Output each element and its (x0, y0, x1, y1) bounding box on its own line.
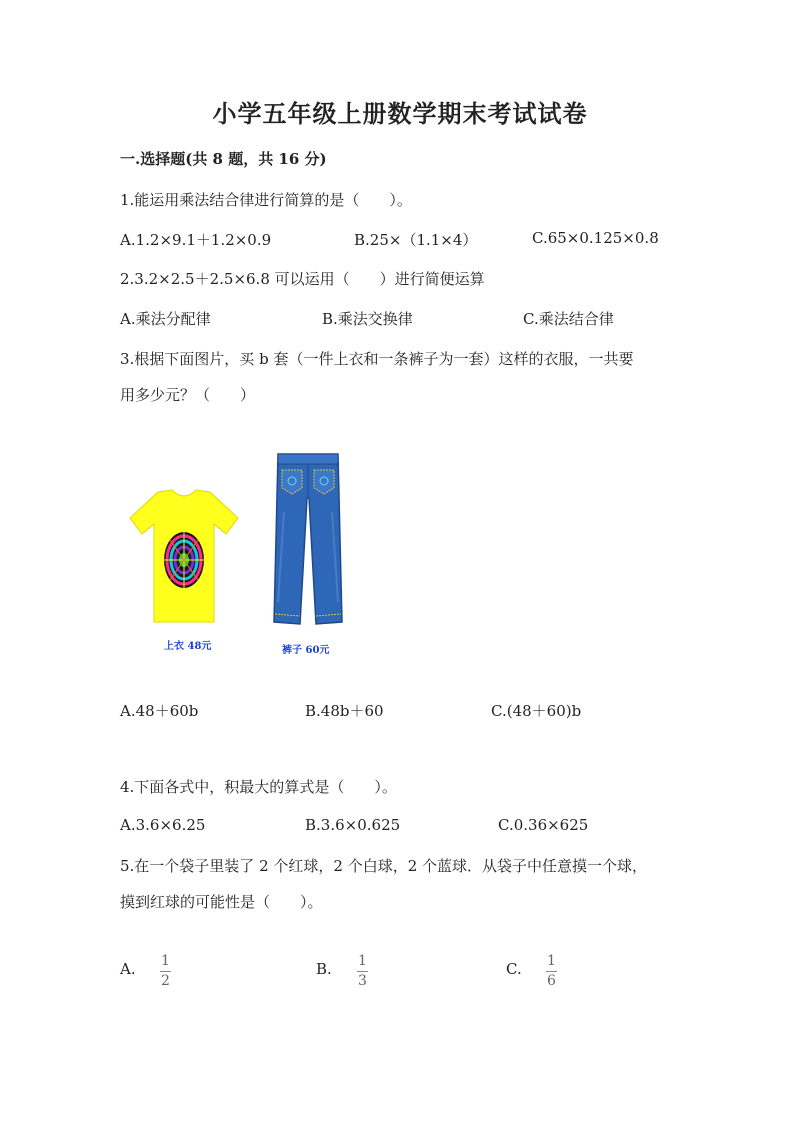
question-1-option-c: C.65×0.125×0.8 (532, 229, 659, 247)
fraction-numerator: 1 (161, 953, 170, 969)
question-3-option-c: C.(48＋60)b (491, 702, 582, 720)
question-5-text-line2: 摸到红球的可能性是（ ）。 (120, 893, 323, 911)
question-1-text: 1.能运用乘法结合律进行简算的是（ ）。 (120, 191, 412, 209)
question-4-option-a: A.3.6×6.25 (120, 816, 206, 834)
question-5-text-line1: 5.在一个袋子里装了 2 个红球，2 个白球，2 个蓝球．从袋子中任意摸一个球， (120, 857, 648, 875)
question-5-option-c-fraction (546, 954, 557, 989)
shirt-price-label: 上衣 48元 (164, 641, 212, 652)
question-2-text: 2.3.2×2.5＋2.5×6.8 可以运用（ ）进行简便运算 (120, 270, 485, 288)
fraction-numerator: 1 (358, 953, 367, 969)
question-2-option-a: A.乘法分配律 (120, 310, 211, 328)
section-heading: 一.选择题(共 8 题，共 16 分) (120, 150, 327, 168)
tshirt-image (128, 488, 240, 624)
question-2-option-c: C.乘法结合律 (523, 310, 614, 328)
question-2-option-b: B.乘法交换律 (322, 310, 413, 328)
fraction-denominator: 3 (358, 973, 367, 989)
fraction-bar (160, 971, 171, 972)
pants-price-label: 裤子 60元 (282, 645, 330, 656)
question-5-option-a-fraction (160, 954, 171, 989)
question-5-option-c-label: C. (506, 960, 522, 978)
page-title: 小学五年级上册数学期末考试试卷 (212, 99, 588, 128)
question-5-option-b-label: B. (316, 960, 332, 978)
fraction-bar (546, 971, 557, 972)
question-3-text-line2: 用多少元？（ ） (120, 386, 256, 404)
question-1-option-b: B.25×（1.1×4） (354, 231, 478, 249)
fraction-numerator: 1 (547, 953, 556, 969)
question-5-option-b-fraction (357, 954, 368, 989)
question-5-option-a-label: A. (120, 960, 136, 978)
fraction-denominator: 6 (547, 973, 556, 989)
question-4-option-b: B.3.6×0.625 (305, 816, 401, 834)
question-3-option-a: A.48＋60b (120, 702, 199, 720)
question-1-option-a: A.1.2×9.1＋1.2×0.9 (120, 231, 272, 249)
question-3-option-b: B.48b＋60 (305, 702, 384, 720)
pants-image (270, 452, 346, 628)
fraction-bar (357, 971, 368, 972)
question-4-text: 4.下面各式中，积最大的算式是（ ）。 (120, 778, 397, 796)
question-4-option-c: C.0.36×625 (498, 816, 589, 834)
fraction-denominator: 2 (161, 973, 170, 989)
question-3-text-line1: 3.根据下面图片，买 b 套（一件上衣和一条裤子为一套）这样的衣服，一共要 (120, 350, 634, 368)
